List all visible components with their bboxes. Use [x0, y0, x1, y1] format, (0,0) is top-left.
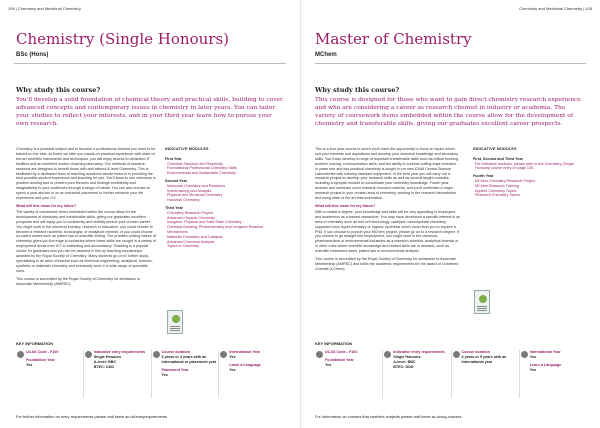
- module-item: MChem Research Training: [475, 183, 519, 188]
- key-info-value: BTEC: DDD: [393, 365, 414, 369]
- key-info-heading: KEY INFORMATION: [16, 341, 54, 346]
- module-item: Chemical Bonding, Photochemistry and Inorganic Reaction Mechanisms: [167, 225, 264, 234]
- grades-icon: [85, 351, 92, 358]
- body-paragraph: With a master's degree, your knowledge and skills will be very appealing to employers and academics as a trained researcher. You may have developed a specific interest in an area of chemistry such as fuel cell technology, catalysis, carbohydrate chemistry, supported ionic liquid chemistry or organic synthesis which could lead you to explore a PhD. If you choose to pursue your MChem project, please go on to a research degree. If you choose to go straight into employment, you might work in the chemical, pharmaceutical or environmental industries as a research scientist, analytical chemist or in other roles where scientific knowledge and related skills are in demand, such as scientific instrument sales, patent law or environmental analysis.: [315, 209, 461, 254]
- key-info-label: Learn a Language: [529, 363, 562, 367]
- key-info-value: Yes: [529, 355, 537, 359]
- key-info-value: A-level: BBC: [393, 360, 416, 364]
- module-item: Advanced Organic Chemistry: [167, 215, 215, 220]
- key-info-cell: [16, 350, 84, 398]
- modules-heading: INDICATIVE MODULES: [165, 147, 209, 151]
- award-label: BSc (Hons): [16, 52, 49, 58]
- body-paragraph: The variety of coursework items embedded within the course allow for the development of chemistry and transferable skills, giving our graduates excellent prospects and will equip you to confidently and skilfully pursue your chosen career. You might work in the chemical industry, research or education; you could choose to become a research scientist, toxicologist, or analytical chemist; or you could choose so-called career such as patent law or scientific writing. The problem-solving nature of chemistry gives you the edge in industries where these skills are sought in a variety of employment areas from ICT to marketing and accountancy. Teaching is a popular choice for graduates and you can be assisted in this by teaching scholarships awarded by the Royal Society of Chemistry. Many students go on to further study, specialising in an area of interest such as chemical engineering, analytical, forensic, synthetic or materials chemistry and eventually work in a wide range of specialist roles.: [16, 209, 156, 273]
- module-item: Molecular Chemistry and Reactions: [167, 183, 226, 188]
- year-label: Second Year: [165, 178, 188, 183]
- modules-column: [165, 147, 277, 249]
- divider: [14, 63, 286, 64]
- key-info-label: Indicative entry requirements: [393, 350, 445, 354]
- key-info-value: Yes: [529, 368, 537, 372]
- future-heading: What will this mean for my future?: [16, 203, 77, 208]
- grades-icon: [384, 351, 391, 358]
- key-info-strip: [16, 350, 286, 398]
- key-info-value: A-level: BBC: [93, 360, 117, 364]
- key-info-cell: [315, 350, 383, 398]
- key-info-label: Foundation Year: [26, 358, 55, 362]
- key-info-label: UCAS Code - F100: [26, 350, 59, 354]
- year-label: First, Second and Third Year: [473, 156, 523, 161]
- key-info-value: 3 years or 4 years with an international or placement year: [161, 355, 217, 364]
- module-item: Environmental and Sustainable Chemistry: [167, 171, 236, 176]
- module-item: Research Chemistry Topics: [475, 193, 520, 198]
- key-info-cell: [520, 350, 587, 398]
- modules-heading: INDICATIVE MODULES: [473, 147, 517, 151]
- module-item: MChem Chemistry Research Project: [475, 178, 535, 183]
- module-item: Chemistry Research Project: [167, 210, 213, 215]
- key-info-heading: KEY INFORMATION: [315, 341, 353, 346]
- module-item: Applied Chemistry Topics: [475, 188, 517, 193]
- key-info-value: BTEC: DDD: [93, 365, 115, 369]
- key-info-strip: [315, 350, 587, 398]
- module-item: Materials Chemistry and Catalysis: [167, 234, 223, 239]
- body-paragraph: Chemistry is a practical subject and to become a professional chemist you need to be trained on the best. At Keele we offer you hands-on practical experience with state-of-the-art scientific instruments and techniques, you will enjoy access to dedicated IT facilities and an excellent modern teaching laboratory. Our methods of research sessions are designed to benefit those with and without A-level Chemistry. This is facilitated by a dedicated team of teaching academic whose focus is in providing the best possible student experience and teaching for you. You'll learn to use chemistry in problem-solving and to present your theories and findings confidently and imaginatively to your audiences through a range of media. You can also choose to spend a year abroad or on an industrial placement to further enhance your life experience and your CV.: [16, 147, 156, 201]
- body-paragraph: This course is accredited by the Royal Society of Chemistry for admission to Associate Membership (AMRSC).: [16, 276, 141, 286]
- module-item: Spectroscopy and Analysis: [167, 188, 212, 193]
- footer-note: For information on courses that combine subjects please visit keele.ac.uk/ug-courses: [315, 414, 462, 419]
- key-info-label: Foundation Year: [325, 358, 354, 362]
- intro-text: You'll develop a solid foundation of chemical theory and practical skills, building to cover advanced concepts and contemporary issues in chemistry in later years. You can tailor your studies to reflect your interests, and in your third year learn how to pursue your own research.: [16, 97, 283, 127]
- key-info-label: Course duration: [461, 350, 490, 354]
- key-info-label: Indicative entry requirements: [93, 350, 146, 354]
- key-info-label: International Year: [529, 350, 561, 354]
- module-item: Physical and Structural Chemistry: [167, 193, 223, 198]
- key-info-label: Placement Year: [161, 368, 189, 372]
- body-column: [16, 147, 156, 337]
- clock-icon: [453, 351, 460, 358]
- key-info-label: Course duration: [161, 350, 190, 354]
- globe-icon: [521, 351, 528, 358]
- right-page: [300, 0, 600, 428]
- key-info-cell: [452, 350, 520, 398]
- accreditation-badge-icon: [474, 290, 490, 314]
- body-paragraph: This course is accredited by the Royal Society of Chemistry for admission to Associate Membership (AMRSC) and fulfils the academic requirements for the award of Chartered Chemist (CChem).: [315, 257, 459, 271]
- module-item: Foundational Professional Chemistry Skills: [167, 166, 237, 171]
- accreditation-badge-icon: [167, 310, 183, 334]
- module-item: Chemical Structure and Reactivity: [167, 161, 223, 166]
- key-info-value: Yes: [229, 368, 236, 372]
- key-info-cell: [152, 350, 220, 398]
- course-title: Chemistry (Single Honours): [16, 30, 229, 48]
- future-heading: What will this mean for my future?: [315, 203, 376, 208]
- body-paragraph: This is a four year course in which you'll have the opportunity to focus on topics which suit your interests and aspirations and develop your chemical knowledge and laboratory skills. You'll also develop a range of important transferable skills such as critical thinking, problem solving, communication skills, and the ability to conduct cutting edge research. In years one and two practical chemistry is taught in our new £34M Central Science Laboratories with industry standard equipment. In the third year you will carry out a research project to develop your research skills as well as several taught modules, including a synoptic module to consolidate your chemistry knowledge. Fourth year lectures and seminars cover research focused material, and you'll undertake a major research project in your chosen area of chemistry, working in the research laboratories and using state of the art instrumentation.: [315, 147, 459, 201]
- key-info-label: UCAS Code - F102: [325, 350, 358, 354]
- module-item: Topics in Chemistry: [167, 244, 199, 249]
- why-heading: Why study this course?: [315, 86, 400, 94]
- module-item: For indicative modules, please refer to the Chemistry (Single Honours) course entry on page 106.: [475, 161, 574, 171]
- modules-column: [473, 147, 585, 198]
- year-label: Fourth Year: [473, 174, 494, 179]
- key-info-label: Learn a Language: [229, 363, 261, 367]
- module-item: Inorganic, Physical and Solid State Chemistry: [167, 220, 242, 225]
- year-label: Third Year: [165, 205, 183, 210]
- key-info-cell: [219, 350, 286, 398]
- calendar-icon: [316, 351, 323, 358]
- why-heading: Why study this course?: [16, 86, 101, 94]
- key-info-value: 4 years or 5 years with an international year: [461, 355, 507, 364]
- key-info-value: Yes: [325, 363, 332, 367]
- key-info-value: Single Honours: [393, 355, 421, 359]
- running-header: 106 | Chemistry and Medicinal Chemistry: [8, 6, 81, 11]
- divider: [315, 63, 586, 64]
- key-info-cell: [383, 350, 451, 398]
- intro-text: This course is designed for those who want to gain direct chemistry research experience and who are considering a career as research chemist in industry or academia. The variety of coursework items embedded within the course allow for the development of chemistry and transferable skills, giving our graduates excellent career prospects.: [315, 97, 581, 127]
- key-info-label: International Year: [229, 350, 261, 354]
- award-label: MChem: [315, 52, 337, 58]
- clock-icon: [153, 351, 160, 358]
- year-label: First Year: [165, 156, 182, 161]
- key-info-value: Yes: [161, 373, 168, 377]
- module-item: Advanced Chemical Analysis: [167, 239, 215, 244]
- key-info-value: Single Honours: [93, 355, 121, 359]
- key-info-cell: [84, 350, 152, 398]
- key-info-value: Yes: [229, 355, 236, 359]
- body-column: [315, 147, 461, 292]
- footer-note: For further information on entry requirements please visit keele.ac.uk/entryrequirements: [16, 414, 167, 419]
- module-item: Industrial Chemistry: [167, 198, 200, 203]
- globe-icon: [220, 351, 227, 358]
- calendar-icon: [17, 351, 24, 358]
- key-info-value: Yes: [26, 363, 33, 367]
- course-title: Master of Chemistry: [315, 30, 472, 48]
- running-header: Chemistry and Medicinal Chemistry | 108: [519, 6, 592, 11]
